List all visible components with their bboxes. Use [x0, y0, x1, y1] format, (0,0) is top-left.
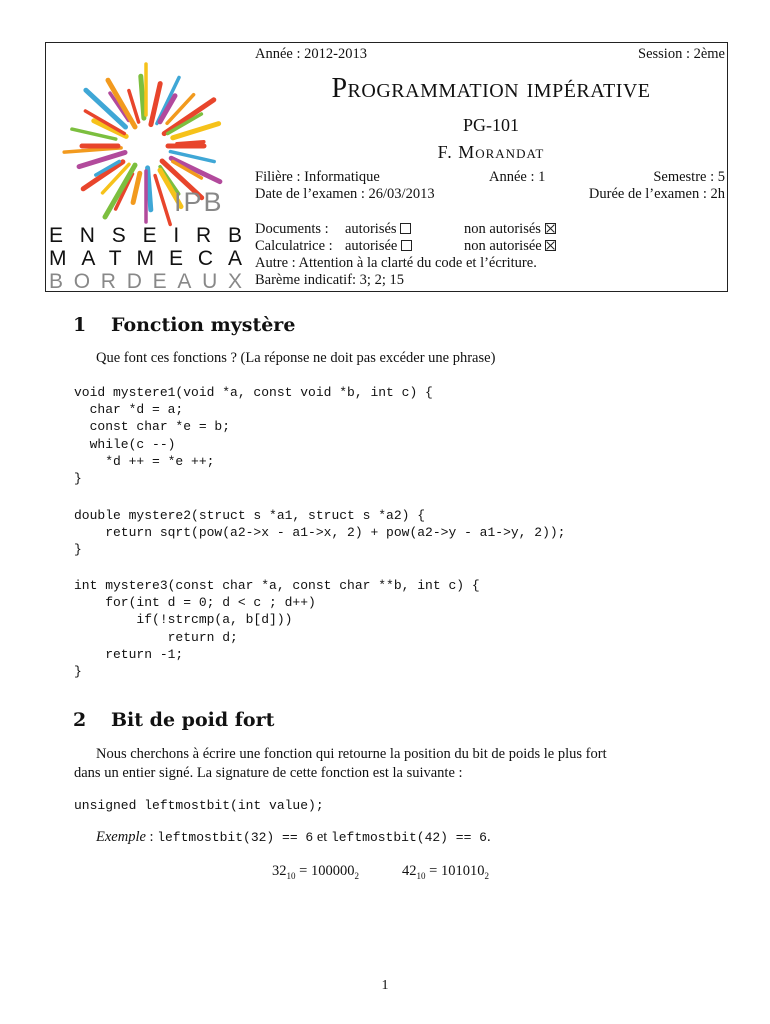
documents-not-allowed: non autorisés: [464, 221, 556, 238]
section-1-heading: 1 Fonction mystère: [73, 314, 296, 336]
course-code: PG-101: [462, 115, 519, 135]
binary-equation-1: $32_{10} = 100000_2$: [272, 863, 359, 881]
course-author: F. Morandat: [437, 142, 545, 162]
header-info: [255, 43, 727, 291]
logo-line2: MATMECA: [49, 247, 242, 270]
calculator-not-allowed: non autorisée: [464, 238, 556, 255]
logo-ray: [64, 148, 121, 152]
code-block-mystere1: void mystere1(void *a, const void *b, int c) { char *d = a; const char *e = b; while(c --) *d ++ = *e ++; }: [74, 385, 433, 487]
section-2-heading: 2 Bit de poid fort: [73, 709, 275, 731]
exam-session: Session : 2ème: [638, 46, 725, 62]
example-call-2: leftmostbit(42) == 6: [330, 830, 487, 845]
logo-ray: [141, 76, 144, 118]
documents-label: Documents :: [255, 221, 329, 237]
logo-ray: [133, 173, 140, 202]
example-line: Exemple : leftmostbit(32) == 6 et leftmostbit(42) == 6.: [96, 829, 491, 845]
other-instructions: Autre : Attention à la clarté du code et l’écriture.: [255, 255, 537, 271]
logo-ray: [148, 168, 151, 210]
unchecked-box-icon: [401, 240, 412, 251]
section-2-paragraph-line2: dans un entier signé. La signature de cette fonction est la suivante :: [74, 765, 463, 781]
checked-box-icon: [545, 240, 556, 251]
filiere: Filière : Informatique: [255, 169, 380, 185]
logo-line1: ENSEIRB: [49, 224, 242, 247]
logo-line3: BORDEAUX: [49, 270, 242, 293]
school-logo: [46, 43, 253, 293]
example-call-1: leftmostbit(32) == 6: [157, 830, 314, 845]
calculator-label: Calculatrice :: [255, 238, 333, 254]
study-year: Année : 1: [489, 169, 546, 185]
exam-date: Date de l’examen : 26/03/2013: [255, 186, 435, 202]
exam-duration: Durée de l’examen : 2h: [588, 186, 725, 202]
course-title: Programmation impérative: [331, 73, 651, 104]
page-number: 1: [381, 978, 389, 993]
grading-scale: Barème indicatif: 3; 2; 15: [255, 272, 404, 288]
academic-year: Année : 2012-2013: [255, 46, 367, 62]
code-block-mystere3: int mystere3(const char *a, const char **b, int c) { for(int d = 0; d < c ; d++) if(!strcmp(a, b[d])) return d; return -1; }: [74, 578, 480, 680]
example-label: Exemple: [96, 829, 146, 845]
logo-ray: [177, 142, 204, 144]
semester: Semestre : 5: [653, 169, 725, 185]
calculator-allowed: autorisée: [345, 238, 412, 255]
logo-ipb-text: IPB: [174, 187, 224, 217]
unchecked-box-icon: [400, 223, 411, 234]
function-signature: unsigned leftmostbit(int value);: [74, 798, 324, 813]
section-2-paragraph-line1: Nous cherchons à écrire une fonction qui retourne la position du bit de poids le plus fort: [96, 746, 607, 762]
section-1-question: Que font ces fonctions ? (La réponse ne doit pas excéder une phrase): [96, 350, 496, 366]
exam-header: [45, 42, 728, 292]
documents-allowed: autorisés: [345, 221, 411, 238]
checked-box-icon: [545, 223, 556, 234]
binary-equation-2: $42_{10} = 101010_2$: [402, 863, 489, 881]
code-block-mystere2: double mystere2(struct s *a1, struct s *a2) { return sqrt(pow(a2->x - a1->x, 2) + pow(a2->y - a1->y, 2)); }: [74, 508, 566, 558]
sunburst-logo-icon: [46, 43, 253, 293]
